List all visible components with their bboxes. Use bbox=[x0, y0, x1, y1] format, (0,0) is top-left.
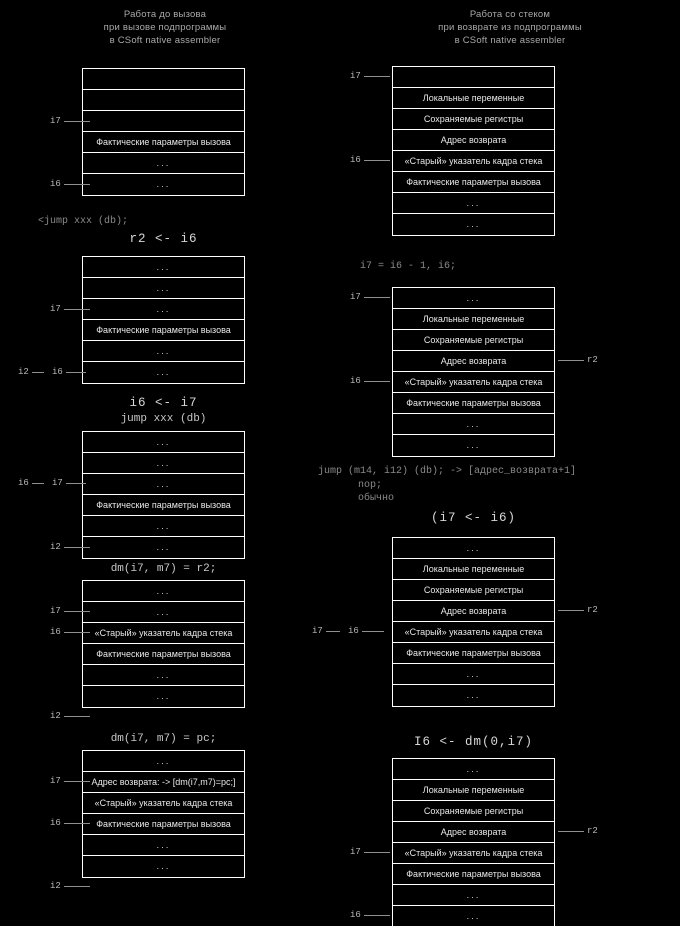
leader-line bbox=[64, 611, 90, 612]
stack-row: Фактические параметры вызова bbox=[393, 172, 554, 193]
pointer-i6 bbox=[52, 367, 86, 377]
leader-line bbox=[32, 483, 44, 484]
pointer-label: i6 bbox=[350, 910, 361, 920]
pointer-i2 bbox=[50, 881, 90, 891]
code-store-r2: dm(i7, m7) = r2; bbox=[110, 563, 217, 575]
stack-row: ... bbox=[156, 367, 171, 378]
leader-line bbox=[64, 547, 90, 548]
right-caption bbox=[360, 8, 660, 47]
stack-row: ... bbox=[83, 835, 244, 856]
leader-line bbox=[364, 915, 390, 916]
stack-row: «Старый» указатель кадра стека bbox=[393, 151, 554, 172]
code-note: обычно bbox=[358, 493, 395, 504]
pointer-label: i6 bbox=[350, 155, 361, 165]
stack-row: Локальные переменные bbox=[393, 309, 554, 330]
stack-row: ... bbox=[466, 440, 481, 451]
leader-line bbox=[66, 483, 86, 484]
pointer-label: i6 bbox=[18, 478, 29, 488]
stack-row: ... bbox=[466, 690, 481, 701]
stack-row: ... bbox=[393, 885, 554, 906]
stack-store-pc bbox=[82, 750, 245, 878]
pointer-i7 bbox=[312, 626, 340, 636]
stack-row: ... bbox=[156, 691, 171, 702]
right-caption-line-1: Работа со стеком bbox=[469, 9, 551, 20]
pointer-i6 bbox=[348, 626, 384, 636]
stack-row: Адрес возврата: -> [dm(i7,m7)=pc;] bbox=[83, 772, 244, 793]
pointer-label: i6 bbox=[348, 626, 359, 636]
stack-row: ... bbox=[156, 861, 171, 872]
left-caption bbox=[0, 8, 330, 47]
stack-row: ... bbox=[83, 299, 244, 320]
stack-row: «Старый» указатель кадра стека bbox=[83, 793, 244, 814]
leader-line bbox=[364, 76, 390, 77]
step-title-i6-dm: I6 <- dm(0,i7) bbox=[413, 735, 534, 749]
pointer-i6 bbox=[50, 818, 90, 828]
stack-row: ... bbox=[83, 432, 244, 453]
pointer-i7 bbox=[50, 606, 90, 616]
code-jump-db: jump xxx (db) bbox=[120, 413, 207, 425]
stack-store-r2 bbox=[82, 580, 245, 708]
stack-row: «Старый» указатель кадра стека bbox=[393, 372, 554, 393]
pointer-i2 bbox=[50, 542, 90, 552]
pointer-r2 bbox=[558, 355, 598, 365]
pointer-r2 bbox=[558, 826, 598, 836]
stack-row: ... bbox=[83, 751, 244, 772]
stack-row: Фактические параметры вызова bbox=[83, 132, 244, 153]
pointer-label: i2 bbox=[50, 711, 61, 721]
pointer-label: i7 bbox=[50, 776, 61, 786]
leader-line bbox=[64, 632, 90, 633]
stack-row: Локальные переменные bbox=[393, 88, 554, 109]
stack-row: Адрес возврата bbox=[393, 601, 554, 622]
leader-line bbox=[64, 184, 90, 185]
stack-row: ... bbox=[156, 179, 171, 190]
stack-jump-return bbox=[392, 537, 555, 707]
right-caption-line-2: при возврате из подпрограммы bbox=[438, 22, 582, 33]
stack-row: ... bbox=[83, 516, 244, 537]
pointer-label: i2 bbox=[18, 367, 29, 377]
pointer-i7 bbox=[50, 116, 90, 126]
stack-frame-full bbox=[392, 66, 555, 236]
pointer-label: i6 bbox=[350, 376, 361, 386]
stack-row: Фактические параметры вызова bbox=[83, 644, 244, 665]
stack-row bbox=[393, 67, 554, 88]
code-jump-return: jump (m14, i12) (db); -> [адрес_возврата+1] bbox=[318, 466, 577, 477]
stack-row: ... bbox=[466, 911, 481, 922]
pointer-label: i6 bbox=[50, 627, 61, 637]
leader-line bbox=[64, 716, 90, 717]
step-title-i6-i7: i6 <- i7 bbox=[129, 396, 198, 410]
pointer-i6 bbox=[350, 376, 390, 386]
leader-line bbox=[362, 631, 384, 632]
stack-row: ... bbox=[83, 453, 244, 474]
pointer-label: r2 bbox=[587, 826, 598, 836]
pointer-label: i6 bbox=[50, 179, 61, 189]
stack-row: Сохраняемые регистры bbox=[393, 801, 554, 822]
pointer-label: i7 bbox=[350, 847, 361, 857]
code-jump: <jump xxx (db); bbox=[38, 216, 129, 227]
code-nop: nop; bbox=[358, 480, 383, 491]
leader-line bbox=[64, 781, 90, 782]
leader-line bbox=[364, 160, 390, 161]
code-restore-i7: i7 = i6 - 1, i6; bbox=[360, 261, 457, 272]
pointer-i2 bbox=[50, 711, 90, 721]
pointer-i6 bbox=[50, 179, 90, 189]
pointer-label: r2 bbox=[587, 605, 598, 615]
pointer-label: i7 bbox=[50, 116, 61, 126]
pointer-label: i7 bbox=[350, 71, 361, 81]
pointer-label: i7 bbox=[52, 478, 63, 488]
stack-row: «Старый» указатель кадра стека bbox=[83, 623, 244, 644]
leader-line bbox=[558, 360, 584, 361]
stack-row bbox=[83, 69, 244, 90]
stack-row: Сохраняемые регистры bbox=[393, 330, 554, 351]
pointer-i6 bbox=[18, 478, 44, 488]
stack-row: Адрес возврата bbox=[393, 822, 554, 843]
pointer-r2 bbox=[558, 605, 598, 615]
stack-row: ... bbox=[393, 538, 554, 559]
stack-row: Фактические параметры вызова bbox=[83, 320, 244, 341]
stack-row: ... bbox=[83, 153, 244, 174]
pointer-i7 bbox=[52, 478, 86, 488]
leader-line bbox=[364, 852, 390, 853]
stack-row bbox=[83, 111, 244, 132]
stack-row bbox=[83, 90, 244, 111]
stack-row: ... bbox=[83, 665, 244, 686]
pointer-i6 bbox=[50, 627, 90, 637]
stack-row: ... bbox=[393, 288, 554, 309]
step-title-r2-i6: r2 <- i6 bbox=[129, 232, 198, 246]
stack-i6-i7-step bbox=[82, 431, 245, 559]
stack-row: ... bbox=[83, 602, 244, 623]
code-store-pc: dm(i7, m7) = pc; bbox=[110, 733, 217, 745]
stack-jump-step bbox=[82, 256, 245, 384]
pointer-label: i7 bbox=[50, 304, 61, 314]
pointer-label: i2 bbox=[50, 542, 61, 552]
leader-line bbox=[364, 381, 390, 382]
stack-row: Фактические параметры вызова bbox=[83, 495, 244, 516]
stack-row: Адрес возврата bbox=[393, 351, 554, 372]
stack-before-call bbox=[82, 68, 245, 196]
pointer-i2 bbox=[18, 367, 44, 377]
stack-row: ... bbox=[393, 664, 554, 685]
pointer-i7 bbox=[350, 71, 390, 81]
pointer-label: i7 bbox=[350, 292, 361, 302]
pointer-i6 bbox=[350, 910, 390, 920]
leader-line bbox=[558, 610, 584, 611]
pointer-i7 bbox=[350, 292, 390, 302]
stack-row: ... bbox=[393, 193, 554, 214]
stack-row: Фактические параметры вызова bbox=[393, 393, 554, 414]
stack-row: ... bbox=[466, 219, 481, 230]
stack-row: ... bbox=[83, 341, 244, 362]
left-caption-line-1: Работа до вызова bbox=[123, 9, 207, 20]
stack-row: Фактические параметры вызова bbox=[393, 643, 554, 664]
leader-line bbox=[364, 297, 390, 298]
pointer-label: i2 bbox=[50, 881, 61, 891]
stack-row: ... bbox=[83, 257, 244, 278]
stack-restore-i7 bbox=[392, 287, 555, 457]
left-caption-line-2: при вызове подпрограммы bbox=[103, 22, 227, 33]
leader-line bbox=[64, 309, 90, 310]
pointer-i7 bbox=[50, 304, 90, 314]
leader-line bbox=[326, 631, 340, 632]
stack-row: Фактические параметры вызова bbox=[83, 814, 244, 835]
pointer-label: i6 bbox=[52, 367, 63, 377]
pointer-i6 bbox=[350, 155, 390, 165]
pointer-label: r2 bbox=[587, 355, 598, 365]
stack-row: Адрес возврата bbox=[393, 130, 554, 151]
stack-row: Локальные переменные bbox=[393, 780, 554, 801]
right-caption-line-3: в CSoft native assembler bbox=[454, 35, 566, 46]
leader-line bbox=[64, 823, 90, 824]
stack-row: ... bbox=[83, 474, 244, 495]
stack-row: «Старый» указатель кадра стека bbox=[393, 622, 554, 643]
stack-row: Фактические параметры вызова bbox=[393, 864, 554, 885]
stack-row: ... bbox=[156, 542, 171, 553]
stack-row: Локальные переменные bbox=[393, 559, 554, 580]
stack-row: ... bbox=[393, 414, 554, 435]
pointer-i7 bbox=[50, 776, 90, 786]
leader-line bbox=[64, 886, 90, 887]
stack-row: ... bbox=[83, 581, 244, 602]
leader-line bbox=[32, 372, 44, 373]
stack-row: ... bbox=[393, 759, 554, 780]
leader-line bbox=[558, 831, 584, 832]
pointer-i7 bbox=[350, 847, 390, 857]
stack-restore-i6 bbox=[392, 758, 555, 926]
pointer-label: i6 bbox=[50, 818, 61, 828]
leader-line bbox=[66, 372, 86, 373]
stack-row: Сохраняемые регистры bbox=[393, 580, 554, 601]
step-title-i7-i6: (i7 <- i6) bbox=[430, 511, 516, 525]
stack-row: ... bbox=[83, 278, 244, 299]
stack-row: Сохраняемые регистры bbox=[393, 109, 554, 130]
leader-line bbox=[64, 121, 90, 122]
left-caption-line-3: в CSoft native assembler bbox=[109, 35, 221, 46]
pointer-label: i7 bbox=[312, 626, 323, 636]
stack-row: «Старый» указатель кадра стека bbox=[393, 843, 554, 864]
pointer-label: i7 bbox=[50, 606, 61, 616]
